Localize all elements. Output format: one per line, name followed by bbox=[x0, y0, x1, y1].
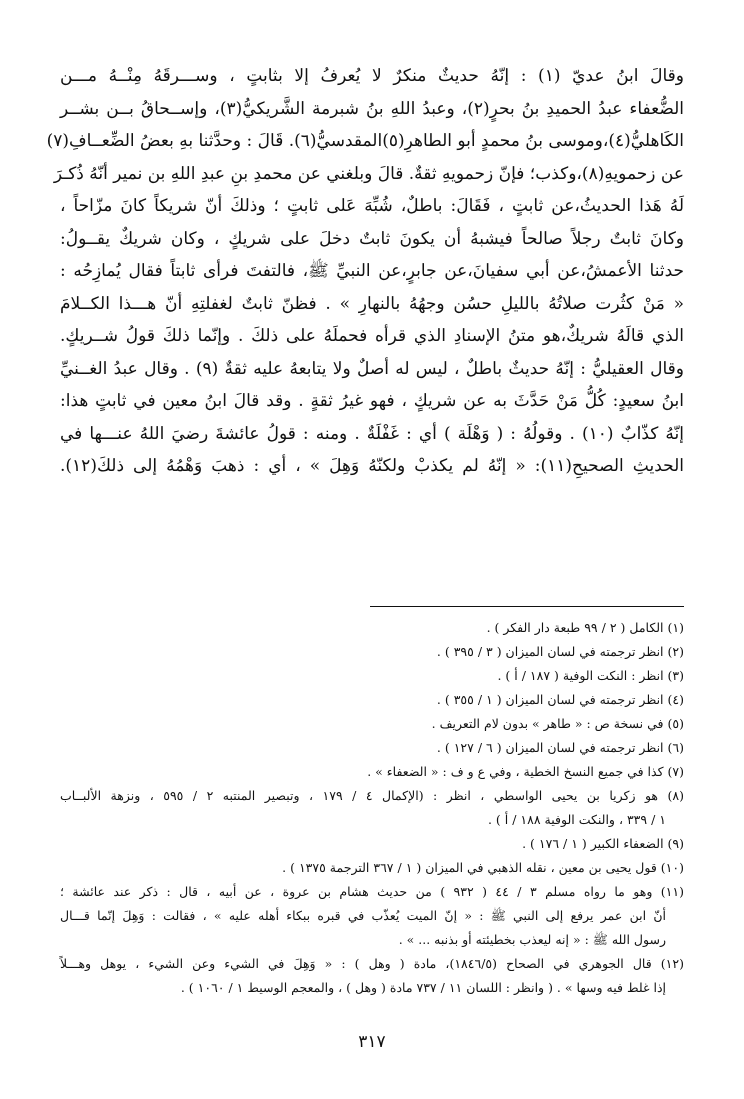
footnote-line: (٧) كذا في جميع النسخ الخطية ، وفي ع و ف : « الضعفاء » . bbox=[367, 764, 684, 779]
body-line: وكانَ ثابتٌ رجلاً صالحاً فيشبهُ أن يكونَ ثابتٌ دخلَ على شريكٍ ، وكان شريكٌ يقــولُ: bbox=[60, 228, 684, 249]
footnote-line: أنّ ابن عمر يرفع إلى النبي ﷺ : « إنّ الميت يُعذّب في قبره ببكاء أهله عليه » ، فقالت : وَهِلَ إنّما قـــال bbox=[60, 908, 666, 923]
footnote-line: ١ / ٣٣٩ ، والنكت الوفية ١٨٨ / أ ) . bbox=[487, 812, 666, 827]
body-line: الضُّعفاء عبدُ الحميدِ بنُ بحرٍ(٢)، وعبدُ اللهِ بنُ شبرمة الشَّريكيُّ(٣)، وإســحاقُ بــن بشــر bbox=[60, 98, 684, 119]
body-line: الحديثِ الصحيحِ(١١): « إنّهُ لم يكذبْ ولكنّهُ وَهِلَ » ، أي : ذهبَ وَهْمُهُ إلى ذلكَ(١٢). bbox=[60, 456, 684, 476]
body-line: الكَاهليُّ(٤)،وموسى بنُ محمدٍ أبو الطاهرِ(٥)المقدسيُّ(٦). قَالَ : وحدَّثنا بهِ بعضُ الضِّعــافِ(٧) bbox=[46, 131, 684, 151]
body-line: لَهُ هَذا الحديثُ،عن ثابتٍ ، فَقَالَ: باطلٌ، شُبِّهَ عَلى ثابتٍ ؛ وذلكَ أنّ شريكاً كانَ مزّاحاً ، bbox=[60, 196, 684, 216]
body-line: حدثنا الأعمشُ،عن أبي سفيانَ،عن جابرٍ،عن النبيِّ ﷺ، فالتفتَ فرأى ثابتاً فقال يُمازِحُه : bbox=[60, 261, 684, 281]
footnote-line: رسول الله ﷺ : « إنه ليعذب بخطيئته أو بذنبه ... » . bbox=[398, 932, 666, 947]
body-line: الذي قالَهُ شريكٌ،هو متنُ الإسنادِ الذي قرأه فحملَهُ على ذلكَ . وإنّما ذلكَ قولُ شــريكٍ. bbox=[60, 326, 684, 346]
footnote-line: (١١) وهو ما رواه مسلم ٣ / ٤٤ ( ٩٣٢ ) من حديث هشام بن عروة ، عن أبيه ، قال : ذكر عند عائشة ؛ bbox=[60, 884, 684, 899]
footnote-line: (١٠) قول يحيى بن معين ، نقله الذهبي في الميزان ( ١ / ٣٦٧ الترجمة ١٣٧٥ ) . bbox=[282, 860, 684, 875]
body-line: وقالَ ابنُ عديّ (١) : إنّهُ حديثٌ منكرٌ لا يُعرفُ إلا بثابتٍ ، وســـرقَهُ مِنْــهُ مـــن bbox=[60, 66, 685, 86]
body-line: إنّهُ كذّابٌ (١٠) . وقولُهُ : ( وَهْلَة ) أي : غَفْلَةٌ . ومنه : قولُ عائشةَ رضيَ اللهُ عنـــها في bbox=[60, 423, 684, 444]
footnote-line: (١٢) قال الجوهري في الصحاح (١٨٤٦/٥)، مادة ( وهل ) : « وَهِلَ في الشيء وعن الشيء ، يوهل وهـــلاً bbox=[60, 956, 684, 971]
footnote-line: (٣) انظر : النكت الوفية ( ١٨٧ / أ ) . bbox=[497, 668, 684, 683]
footnote-line: (٦) انظر ترجمته في لسان الميزان ( ٦ / ١٢٧ ) . bbox=[436, 740, 684, 755]
body-line: « مَنْ كثُرت صلاتُهُ بالليلِ حسُن وجهُهُ بالنهارِ » . فظنّ ثابتٌ لغفلتِهِ أنّ هـــذا الكــلامَ bbox=[60, 293, 684, 314]
footnote-line: (٩) الضعفاء الكبير ( ١ / ١٧٦ ) . bbox=[522, 836, 684, 851]
footnote-divider bbox=[370, 606, 684, 607]
footnote-line: (٥) في نسخة ص : « طاهر » بدون لام التعريف . bbox=[431, 716, 684, 731]
footnote-line: (٤) انظر ترجمته في لسان الميزان ( ١ / ٣٥٥ ) . bbox=[436, 692, 684, 707]
body-line: وقال العقيليُّ : إنّهُ حديثٌ باطلٌ ، ليس له أصلٌ ولا يتابعهُ عليه ثقةٌ (٩) . وقال عبدُ الغــنيِّ bbox=[60, 358, 684, 379]
body-line: عن زحمويهِ(٨)،وكذب؛ فإنّ زحمويهِ ثقةٌ. قالَ وبلغني عن محمدِ بنِ عبدِ اللهِ بن نمير أنّهُ ذُكـرَ bbox=[53, 163, 684, 184]
main-text bbox=[46, 60, 685, 483]
page-number: ٣١٧ bbox=[358, 1032, 386, 1052]
footnotes bbox=[60, 616, 684, 1000]
footnote-line: (٨) هو زكريا بن يحيى الواسطي ، انظر : (الإكمال ٤ / ١٧٩ ، وتبصير المنتبه ٢ / ٥٩٥ ، ونزهة الألبــاب bbox=[60, 788, 684, 803]
footnote-line: (٢) انظر ترجمته في لسان الميزان ( ٣ / ٣٩٥ ) . bbox=[436, 644, 684, 659]
footnote-line: (١) الكامل ( ٢ / ٩٩ طبعة دار الفكر ) . bbox=[486, 620, 684, 635]
footnote-line: إذا غلط فيه وسها » . ( وانظر : اللسان ١١ / ٧٣٧ مادة ( وهل ) ، والمعجم الوسيط ١ / ١٠٦٠ ) . bbox=[180, 980, 666, 995]
body-line: ابنُ سعيدٍ: كُلُّ مَنْ حَدَّثَ به عن شريكٍ ، فهو غيرُ ثقةٍ . وقد قالَ ابنُ معين في ثابتٍ هذا: bbox=[60, 391, 684, 411]
